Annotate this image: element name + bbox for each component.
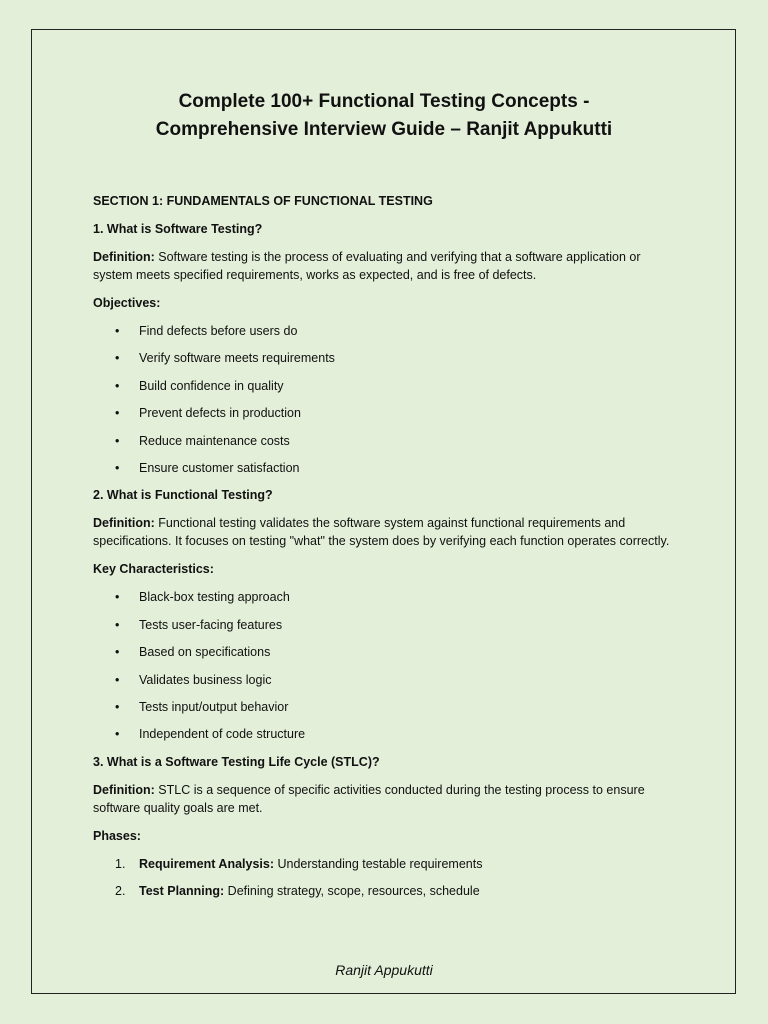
bullet-icon: •	[115, 699, 120, 714]
document-body	[93, 192, 683, 909]
bullet-icon: •	[115, 324, 120, 338]
list-item: • Reduce maintenance costs	[115, 433, 290, 448]
bullet-icon: •	[115, 351, 120, 366]
key-characteristics-label: Key Characteristics:	[93, 562, 214, 577]
title-line-1: Complete 100+ Functional Testing Concepts -	[178, 91, 590, 112]
definition-text: Functional testing validates the software system against functional requirements and specifications. It focuses on testing "what" the system does by verifying each function operates correctly.	[93, 516, 670, 549]
list-item: • Tests input/output behavior	[115, 699, 289, 714]
list-item: • Verify software meets requirements	[115, 351, 335, 366]
characteristics-list	[93, 588, 683, 743]
phases-list	[93, 855, 683, 900]
definition-label: Definition:	[93, 782, 155, 797]
document-title	[0, 88, 768, 144]
objectives-list	[93, 322, 683, 477]
page-footer: Ranjit Appukutti	[335, 962, 433, 978]
list-item: • Find defects before users do	[115, 324, 298, 338]
phase-text: Defining strategy, scope, resources, schedule	[224, 884, 480, 899]
definition-label: Definition:	[93, 516, 155, 531]
item-number: 2.	[115, 884, 126, 899]
objectives-label: Objectives:	[93, 296, 161, 310]
list-item	[93, 855, 683, 873]
question-3-title: 3. What is a Software Testing Life Cycle (STLC)?	[93, 754, 380, 769]
bullet-icon: •	[115, 672, 120, 687]
definition-label: Definition:	[93, 250, 155, 264]
title-line-2: Comprehensive Interview Guide – Ranjit Appukutti	[155, 119, 613, 140]
list-item: • Validates business logic	[115, 672, 272, 687]
question-1-title: 1. What is Software Testing?	[93, 222, 263, 236]
list-item: • Build confidence in quality	[115, 378, 284, 393]
section-title: SECTION 1: FUNDAMENTALS OF FUNCTIONAL TESTING	[93, 194, 433, 208]
bullet-icon: •	[115, 460, 120, 475]
bullet-icon: •	[115, 378, 120, 393]
question-1-definition	[93, 248, 683, 284]
bullet-icon: •	[115, 590, 120, 605]
list-item: • Independent of code structure	[115, 727, 306, 742]
question-3-definition	[93, 781, 683, 817]
bullet-icon: •	[115, 727, 120, 742]
phase-label: Test Planning:	[139, 884, 225, 899]
definition-text: STLC is a sequence of specific activities conducted during the testing process to ensure software quality goals are met.	[93, 782, 645, 815]
list-item: • Black-box testing approach	[115, 590, 290, 605]
question-2-definition	[93, 514, 683, 550]
list-item: • Prevent defects in production	[115, 406, 301, 421]
phase-label: Requirement Analysis:	[139, 856, 274, 871]
list-item: • Tests user-facing features	[115, 617, 283, 632]
definition-text: Software testing is the process of evaluating and verifying that a software application or system meets specified requirements, works as expected, and is free of defects.	[93, 250, 641, 282]
phase-text: Understanding testable requirements	[274, 856, 483, 871]
bullet-icon: •	[115, 433, 120, 448]
list-item	[93, 882, 683, 900]
bullet-icon: •	[115, 406, 120, 421]
list-item: • Ensure customer satisfaction	[115, 460, 300, 475]
phases-label: Phases:	[93, 828, 141, 843]
list-item: • Based on specifications	[115, 645, 271, 660]
bullet-icon: •	[115, 617, 120, 632]
question-2-title: 2. What is Functional Testing?	[93, 488, 273, 503]
item-number: 1.	[115, 856, 126, 871]
bullet-icon: •	[115, 645, 120, 660]
